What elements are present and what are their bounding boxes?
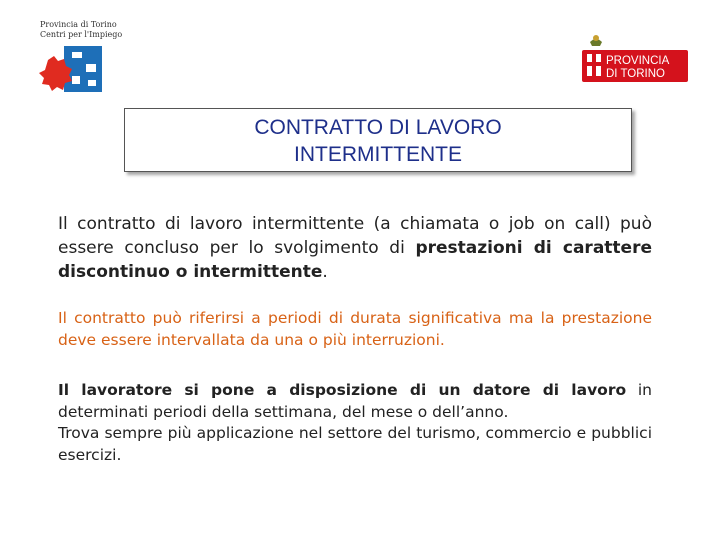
puzzle-logo-icon xyxy=(38,46,104,92)
org-line-2: Centri per l'Impiego xyxy=(40,30,123,39)
paragraph-1-text: Il contratto di lavoro intermittente (a chiamata o job on call) può essere concluso per lo svolgimento di xyxy=(58,214,652,258)
paragraph-3-first xyxy=(58,380,652,423)
paragraph-3-second: Trova sempre più applicazione nel settore del turismo, commercio e pubblici esercizi. xyxy=(58,424,652,464)
organization-name xyxy=(40,20,122,40)
title-line-1: CONTRATTO DI LAVORO xyxy=(254,116,502,139)
paragraph-3-bold: Il lavoratore si pone a disposizione di un datore di lavoro xyxy=(58,381,627,399)
paragraph-1-bold: prestazioni di carattere discontinuo o intermittente xyxy=(58,238,652,282)
paragraph-3-text: in determinati periodi della settimana, del mese o dell’anno. xyxy=(58,381,652,421)
title-line-2: INTERMITTENTE xyxy=(294,143,462,166)
org-line-1: Provincia di Torino xyxy=(40,20,117,29)
title-box xyxy=(124,108,632,172)
logo-text-line-1: PROVINCIA xyxy=(606,55,670,67)
provincia-di-torino-logo xyxy=(578,30,688,82)
paragraph-1 xyxy=(58,212,652,284)
paragraph-2: Il contratto può riferirsi a periodi di durata significativa ma la prestazione deve essere intervallata da una o più interruzioni. xyxy=(58,309,652,349)
logo-text-line-2: DI TORINO xyxy=(606,68,665,80)
paragraph-3 xyxy=(58,380,652,466)
paragraph-1-end: . xyxy=(322,262,328,282)
